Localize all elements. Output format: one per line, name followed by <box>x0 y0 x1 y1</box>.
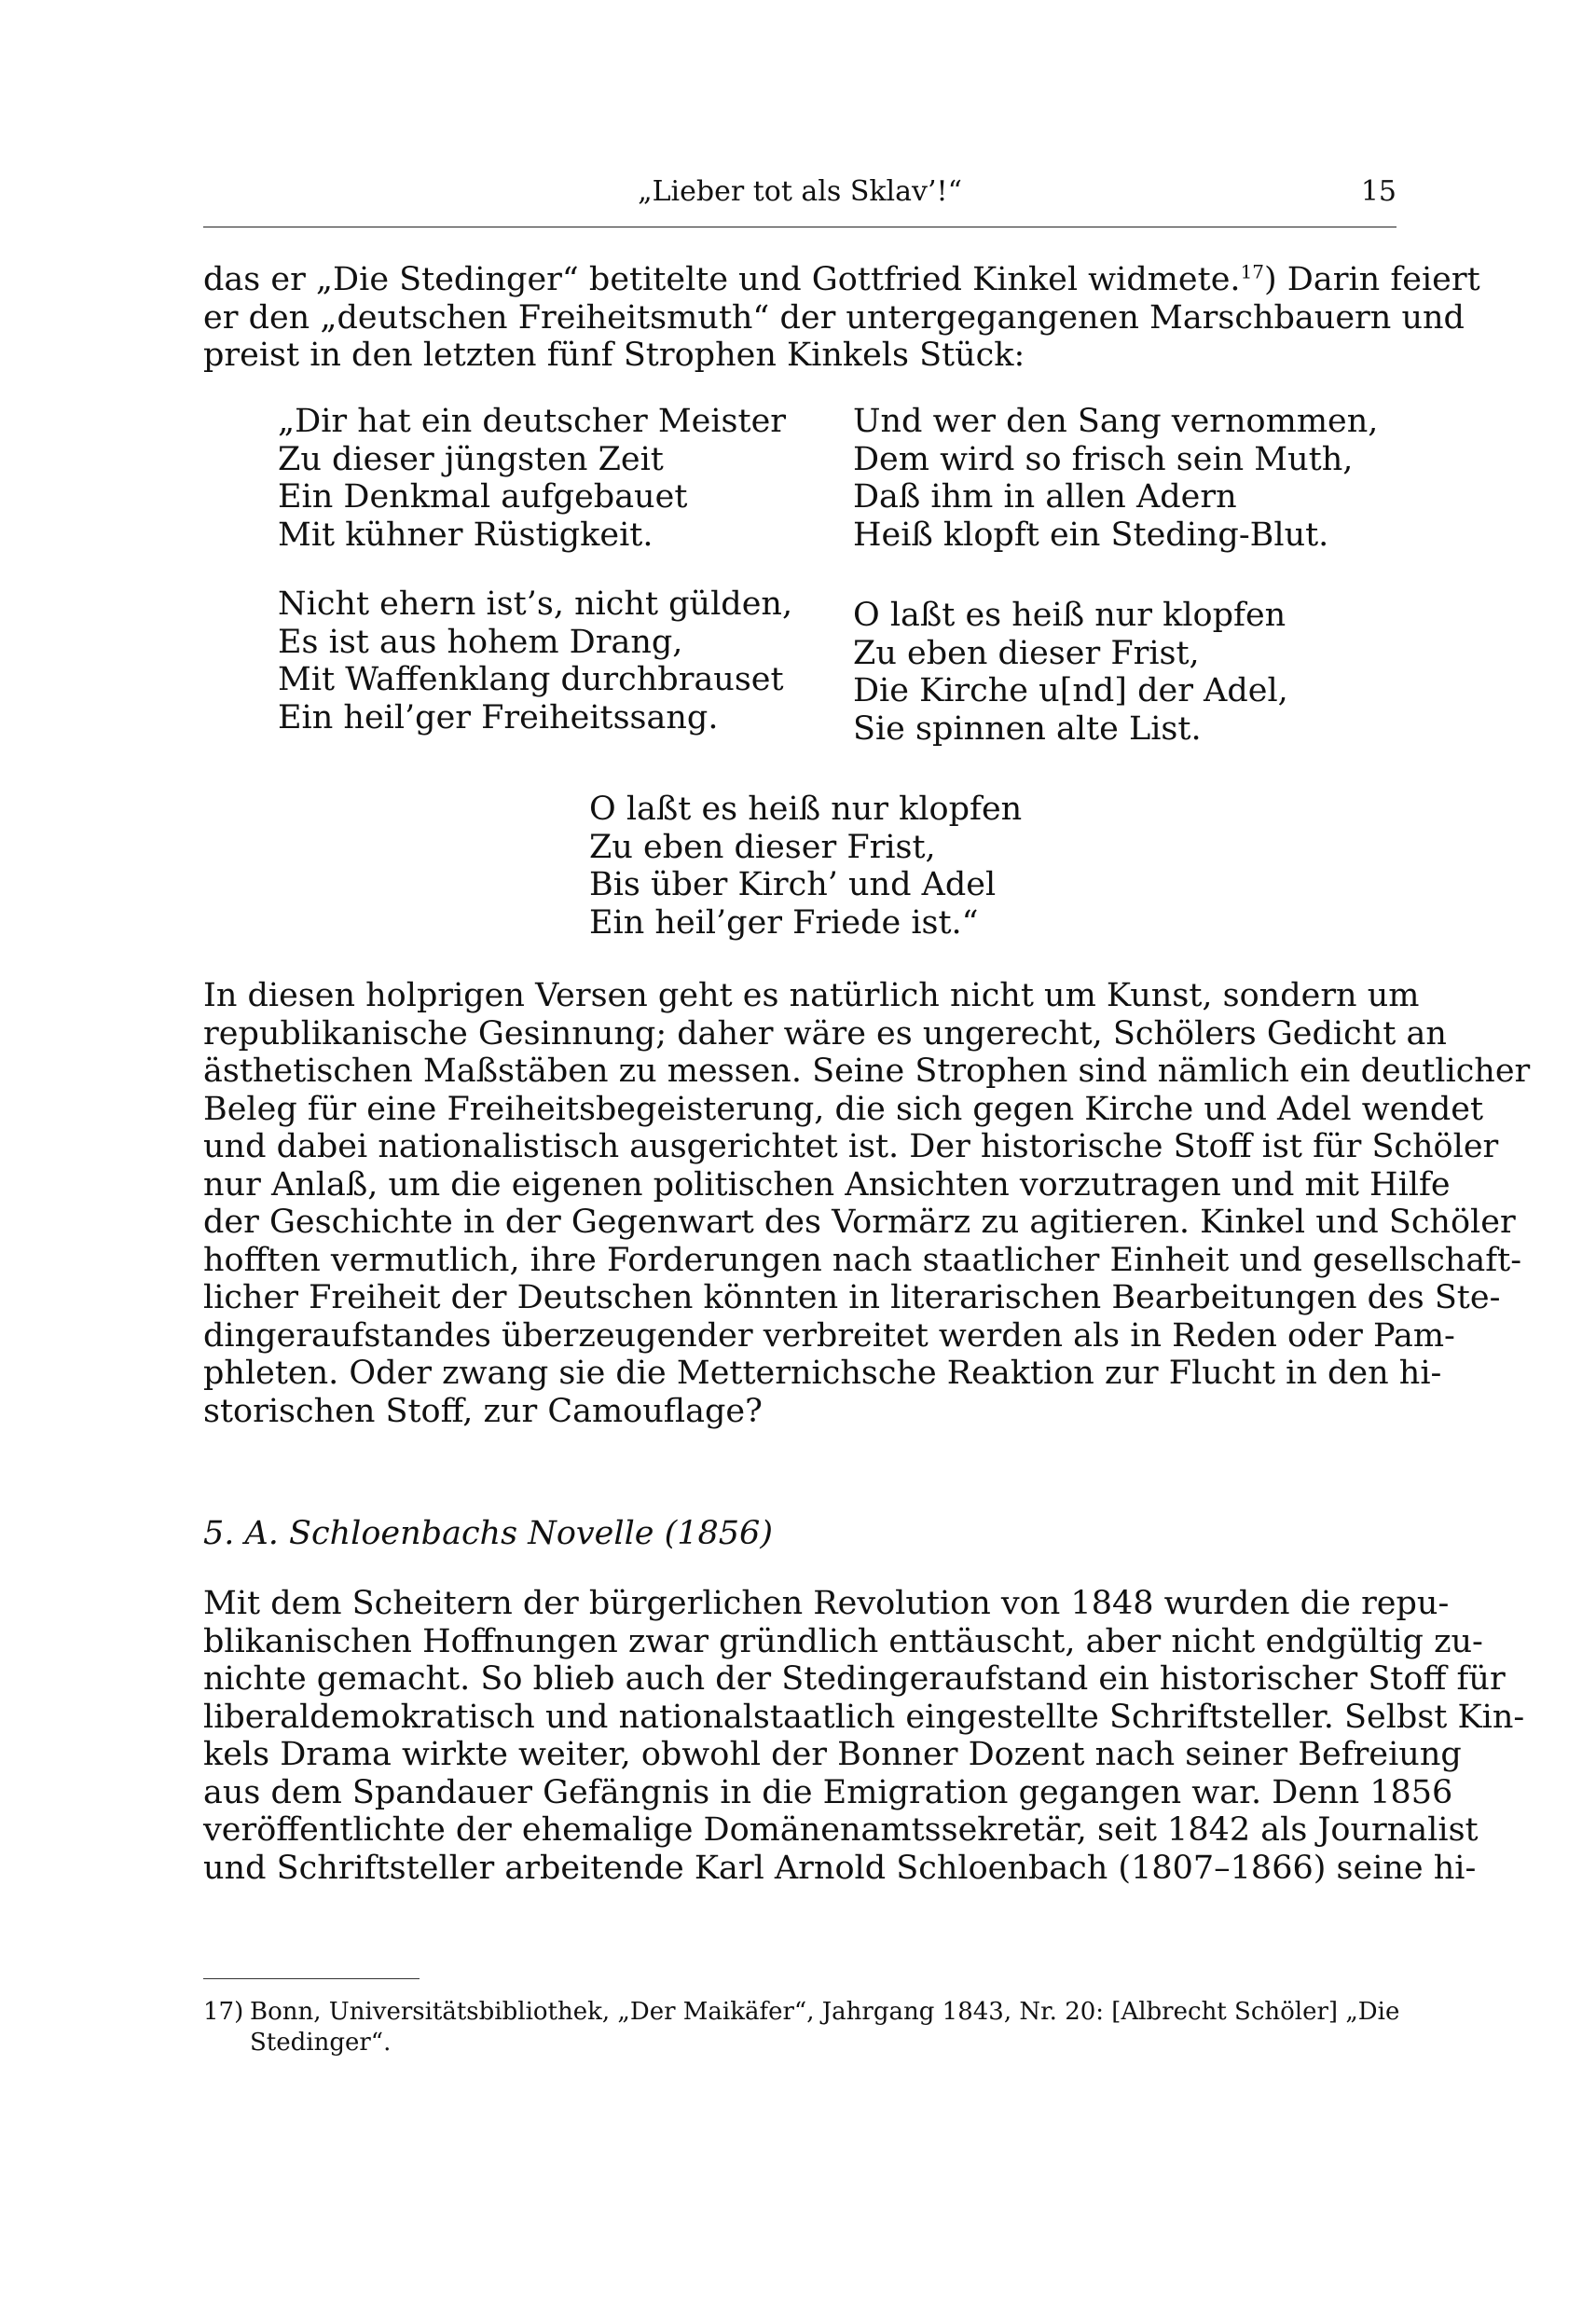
verse-line: Und wer den Sang vernommen, <box>853 403 1379 440</box>
verse-line: Ein heil’ger Friede ist.“ <box>589 903 979 942</box>
footnote-text <box>250 1997 1400 2058</box>
intro-paragraph <box>203 260 1480 375</box>
document-page <box>203 0 1531 2312</box>
paragraph-2 <box>203 977 1531 1430</box>
poem-stanza-4 <box>853 597 1288 748</box>
verse-line: Ein Denkmal aufgebauet <box>278 478 688 516</box>
verse-line: Sie spinnen alte List. <box>853 709 1202 748</box>
footnote-rule <box>203 1978 420 1979</box>
text-line: und Schriftsteller arbeitende Karl Arnold Schloenbach (1807–1866) seine hi- <box>203 1849 1477 1887</box>
verse-line: Nicht ehern ist’s, nicht gülden, <box>278 585 793 623</box>
text-line: aus dem Spandauer Gefängnis in die Emigration gegangen war. Denn 1856 <box>203 1773 1453 1811</box>
verse-line: O laßt es heiß nur klopfen <box>589 791 1023 828</box>
text-line: und dabei nationalistisch ausgerichtet ist. Der historische Stoff ist für Schöler <box>203 1128 1499 1165</box>
running-head <box>203 175 1396 216</box>
text-line: storischen Stoff, zur Camouflage? <box>203 1392 763 1430</box>
verse-line: Zu dieser jüngsten Zeit <box>278 440 664 478</box>
verse-line: Es ist aus hohem Drang, <box>278 623 683 661</box>
verse-line: Zu eben dieser Frist, <box>853 634 1200 672</box>
text-line: hofften vermutlich, ihre Forderungen nach staatlicher Einheit und gesellschaft- <box>203 1241 1522 1279</box>
verse-line: Dem wird so frisch sein Muth, <box>853 440 1354 478</box>
text-line: blikanischen Hoffnungen zwar gründlich enttäuscht, aber nicht endgültig zu- <box>203 1622 1483 1660</box>
verse-line: Zu eben dieser Frist, <box>589 828 936 866</box>
verse-line: Ein heil’ger Freiheitssang. <box>278 698 719 736</box>
text-line: Mit dem Scheitern der bürgerlichen Revolution von 1848 wurden die repu- <box>203 1585 1450 1622</box>
footnote-line: Stedinger“. <box>250 2029 392 2057</box>
verse-line: „Dir hat ein deutscher Meister <box>278 403 787 440</box>
poem-stanza-2 <box>278 585 792 736</box>
text-line: der Geschichte in der Gegenwart des Vormärz zu agitieren. Kinkel und Schöler <box>203 1204 1516 1241</box>
text-line: licher Freiheit der Deutschen könnten in literarischen Bearbeitungen des Ste- <box>203 1279 1501 1316</box>
paragraph-3 <box>203 1585 1525 1887</box>
page-number: 15 <box>1360 175 1396 208</box>
text-line: nichte gemacht. So blieb auch der Stedingeraufstand ein historischer Stoff für <box>203 1660 1506 1698</box>
verse-line: Mit Waffenklang durchbrauset <box>278 661 784 698</box>
text-line: ästhetischen Maßstäben zu messen. Seine Strophen sind nämlich ein deutlicher <box>203 1053 1531 1090</box>
footnote-reference[interactable]: 17 <box>1240 260 1265 283</box>
poem-stanza-5 <box>589 791 1022 942</box>
text-line: liberaldemokratisch und nationalstaatlich eingestellte Schriftsteller. Selbst Kin- <box>203 1698 1525 1736</box>
poem-stanza-1 <box>278 403 786 554</box>
verse-line: Heiß klopft ein Steding-Blut. <box>853 516 1329 554</box>
poem-stanza-3 <box>853 403 1378 554</box>
verse-line: Die Kirche u[nd] der Adel, <box>853 672 1288 709</box>
text-line: phleten. Oder zwang sie die Metternichsche Reaktion zur Flucht in den hi- <box>203 1355 1442 1392</box>
text-line: nur Anlaß, um die eigenen politischen Ansichten vorzutragen und mit Hilfe <box>203 1165 1451 1204</box>
text-line: veröffentlichte der ehemalige Domänenamtssekretär, seit 1842 als Journalist <box>203 1811 1479 1849</box>
verse-line: O laßt es heiß nur klopfen <box>853 597 1286 634</box>
text-line: das er „Die Stedinger“ betitelte und Gottfried Kinkel widmete.$^{17}$) Darin feiert <box>203 260 1480 298</box>
text-line: republikanische Gesinnung; daher wäre es ungerecht, Schölers Gedicht an <box>203 1014 1447 1053</box>
verse-line: Bis über Kirch’ und Adel <box>589 866 997 903</box>
running-title: „Lieber tot als Sklav’!“ <box>638 175 962 208</box>
footnote-line: Bonn, Universitätsbibliothek, „Der Maikäfer“, Jahrgang 1843, Nr. 20: [Albrecht Schöler] „Die <box>250 1998 1400 2026</box>
section-heading: 5. A. Schloenbachs Novelle (1856) <box>203 1515 773 1552</box>
footnote <box>203 1997 1400 2058</box>
footnote-marker: 17) <box>203 1998 244 2026</box>
text-line: In diesen holprigen Versen geht es natürlich nicht um Kunst, sondern um <box>203 977 1420 1014</box>
text-line: preist in den letzten fünf Strophen Kinkels Stück: <box>203 337 1025 374</box>
text-line: Beleg für eine Freiheitsbegeisterung, die sich gegen Kirche und Adel wendet <box>203 1090 1484 1128</box>
verse-line: Mit kühner Rüstigkeit. <box>278 516 654 554</box>
text-line: kels Drama wirkte weiter, obwohl der Bonner Dozent nach seiner Befreiung <box>203 1736 1462 1773</box>
text-line: dingeraufstandes überzeugender verbreitet werden als in Reden oder Pam- <box>203 1316 1455 1355</box>
verse-line: Daß ihm in allen Adern <box>853 478 1237 516</box>
text-line: er den „deutschen Freiheitsmuth“ der untergegangenen Marschbauern und <box>203 298 1465 337</box>
